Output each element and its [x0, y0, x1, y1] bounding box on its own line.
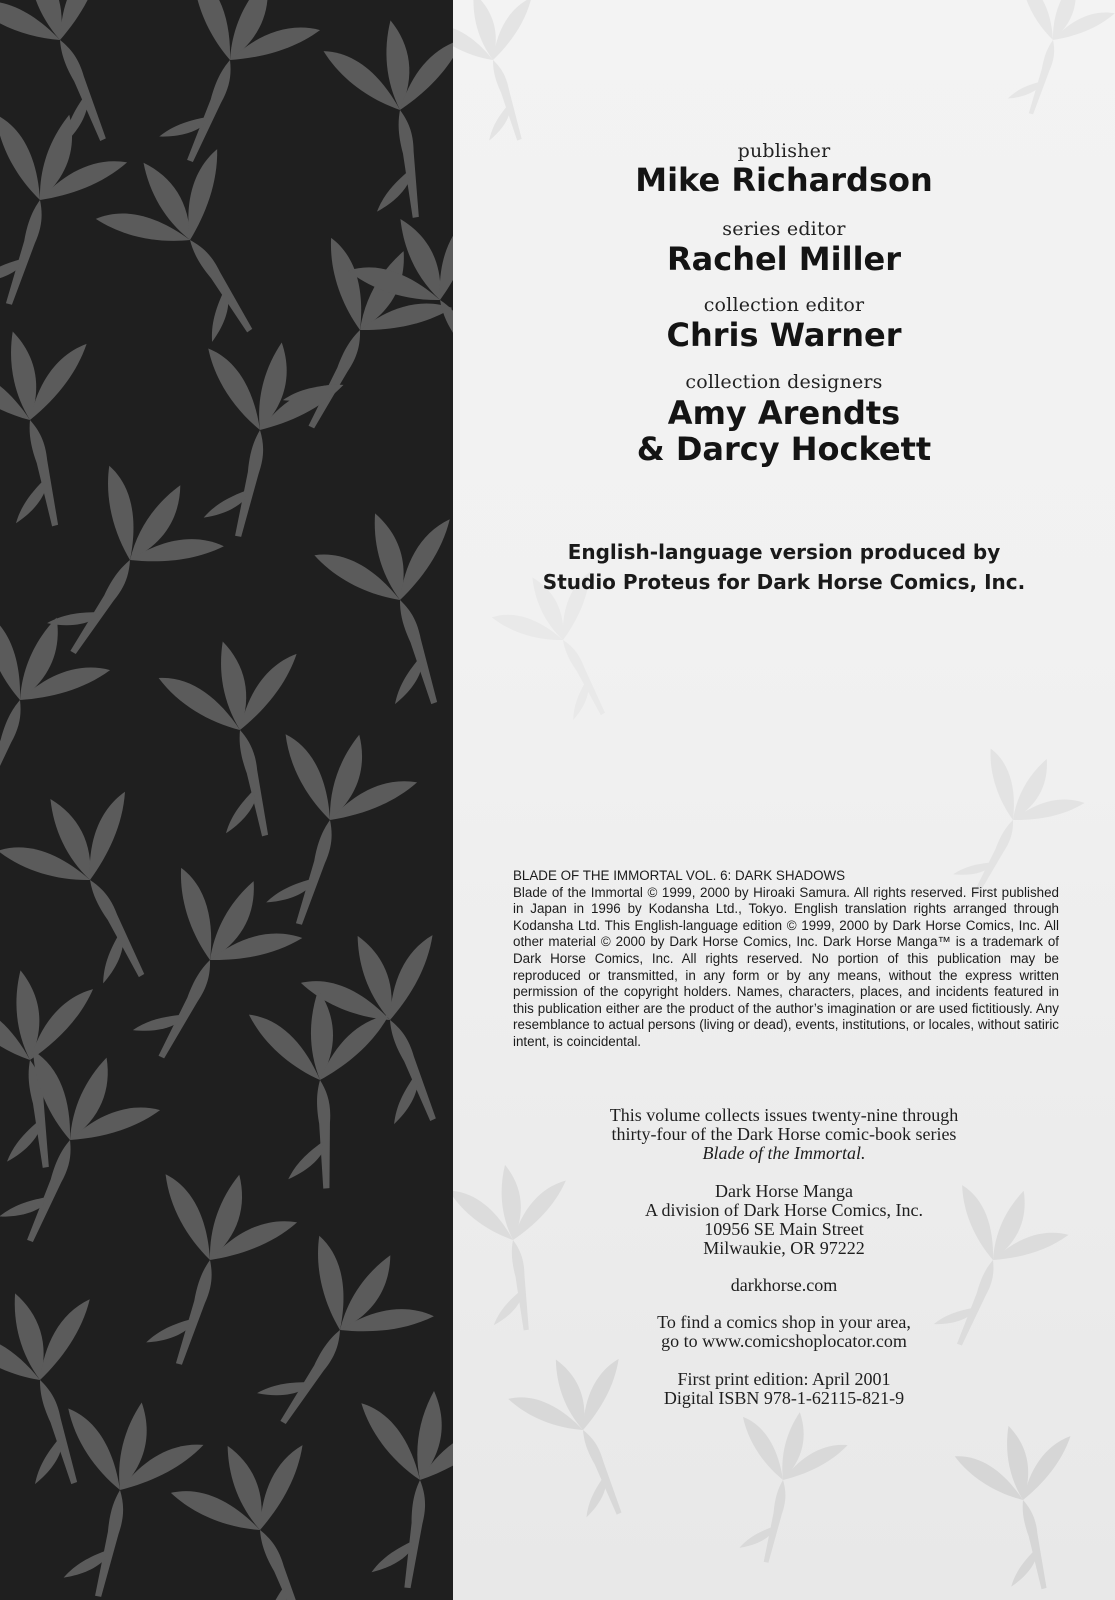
website-link[interactable]: darkhorse.com	[730, 1275, 838, 1295]
credits-panel	[453, 0, 1115, 1600]
flower-motif	[154, 624, 340, 852]
collection-editor-name: Chris Warner	[666, 316, 902, 354]
shop-locator-line-1: To find a comics shop in your area,	[657, 1312, 911, 1332]
flower-motif	[320, 9, 453, 229]
flower-pattern-graphic	[0, 0, 453, 1600]
flower-motif	[163, 1417, 373, 1600]
publisher-address	[453, 1182, 1115, 1258]
address-line-2: A division of Dark Horse Comics, Inc.	[645, 1200, 923, 1220]
flower-motif	[119, 1156, 305, 1384]
collection-designers-name-1: Amy Arendts	[667, 394, 901, 432]
flower-motif	[308, 490, 453, 724]
publisher-name: Mike Richardson	[635, 161, 933, 199]
flower-motif	[177, 330, 349, 550]
series-editor-name: Rachel Miller	[666, 240, 902, 278]
legal-title: BLADE OF THE IMMORTAL VOL. 6: DARK SHADOWS	[513, 868, 846, 883]
produced-by-line-1: English-language version produced by	[567, 540, 1001, 564]
shop-locator-line-2[interactable]: go to www.comicshoplocator.com	[661, 1331, 907, 1351]
flower-motif	[0, 1033, 171, 1267]
collection-editor-role: collection editor	[703, 294, 865, 316]
flower-motif	[0, 593, 121, 827]
series-editor-role: series editor	[722, 218, 846, 240]
flower-motif	[0, 765, 209, 1007]
address-line-3: 10956 SE Main Street	[704, 1219, 864, 1239]
shop-locator-note	[453, 1313, 1115, 1351]
collection-designers-role: collection designers	[685, 371, 883, 393]
isbn-line: Digital ISBN 978-1-62115-821-9	[663, 1388, 905, 1408]
address-line-4: Milwaukie, OR 97222	[703, 1238, 865, 1258]
edition-line: First print edition: April 2001	[677, 1369, 891, 1389]
flower-motif	[85, 124, 313, 367]
collects-line-2: thirty-four of the Dark Horse comic-book series	[611, 1124, 957, 1144]
floral-pattern-panel	[0, 0, 453, 1600]
collection-designers-name-2: & Darcy Hockett	[636, 430, 932, 468]
flower-motif	[0, 0, 173, 166]
flower-motif	[229, 1220, 449, 1462]
edition-info	[453, 1370, 1115, 1408]
legal-notice	[513, 868, 1059, 1051]
collects-note	[453, 1106, 1115, 1163]
series-title: Blade of the Immortal.	[702, 1143, 866, 1163]
flower-motif	[132, 0, 331, 187]
address-line-1: Dark Horse Manga	[715, 1181, 853, 1201]
produced-by-line-2: Studio Proteus for Dark Horse Comics, Inc.	[542, 570, 1026, 594]
collects-line-1: This volume collects issues twenty-nine through	[609, 1105, 959, 1125]
flower-motif	[0, 96, 135, 324]
publisher-role: publisher	[737, 140, 831, 162]
flower-motif	[346, 1385, 453, 1595]
legal-body: Blade of the Immortal © 1999, 2000 by Hiroaki Samura. All rights reserved. First published in Japan in 1996 by Kodansha Ltd., Tokyo. English translation rights arranged through Kodansha Ltd. This English-language edition © 1999, 2000 by Dark Horse Comics, Inc. All other material © 2000 by Dark Horse Comics, Inc. Dark Horse Manga™ is a trademark of Dark Horse Comics, Inc. All rights reserved. No portion of this publication may be reproduced or transmitted, in any form or by any means, without the express written permission of the copyright holders. Names, characters, places, and incidents featured in this publication either are the product of the author’s imagination or are used fictitiously. Any resemblance to actual persons (living or dead), events, institutions, or locales, without satiric intent, is coincidental.	[513, 884, 1059, 1049]
